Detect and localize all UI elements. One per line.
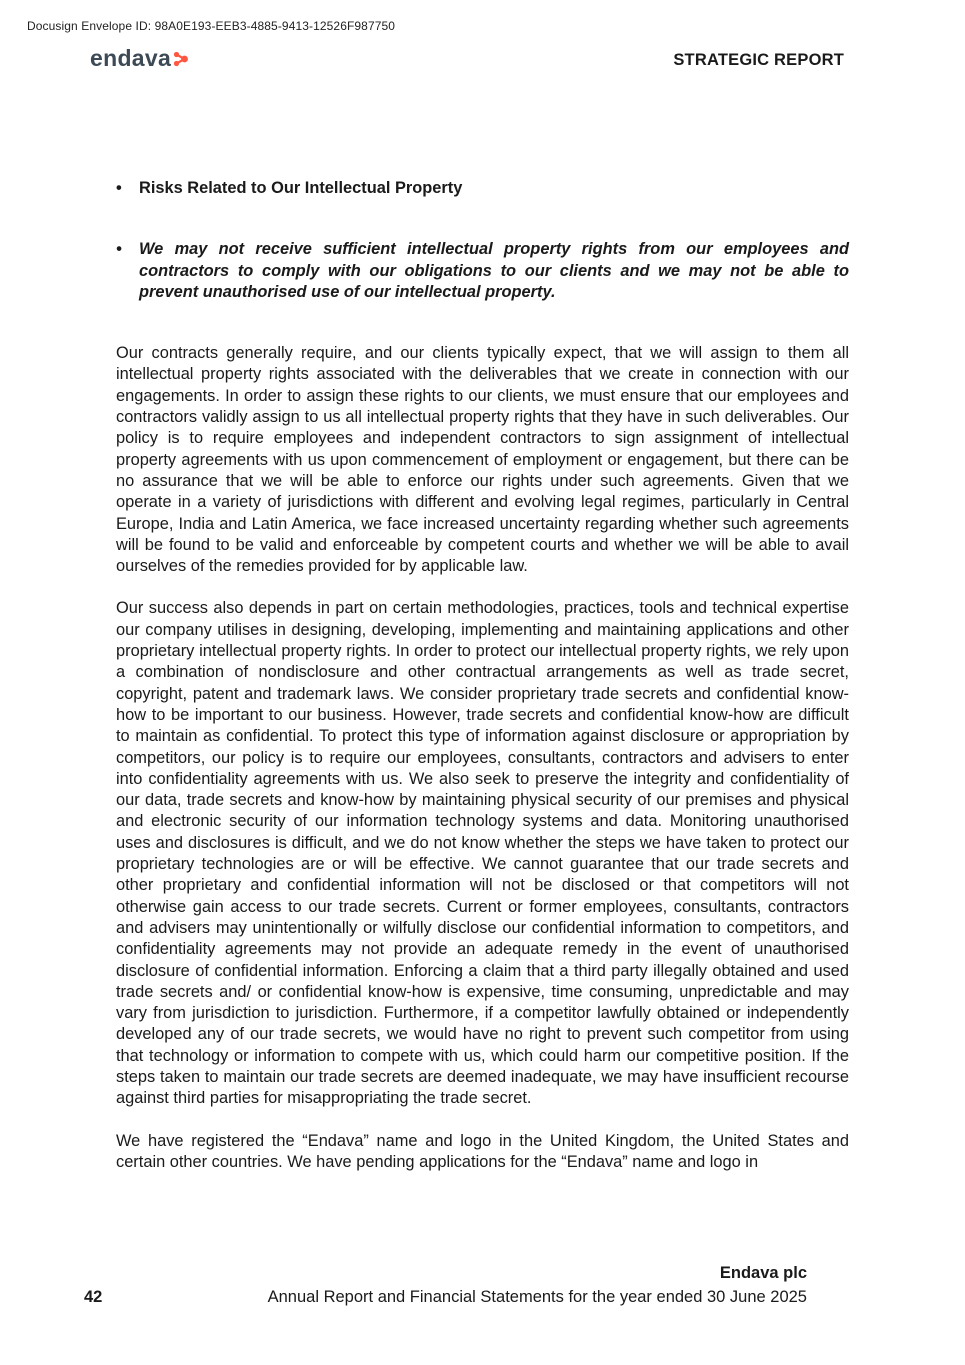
endava-logo	[90, 44, 189, 72]
paragraph: Our contracts generally require, and our clients typically expect, that we will assign to them all intellectual property rights associated with the deliverables that we create in connection with our engagements. In order to assign these rights to our clients, we must ensure that our employees and contractors validly assign to us all intellectual property rights that they have in such deliverables. Our policy is to require employees and independent contractors to sign assignment of intellectual property agreements with us upon commencement of employment or engagement, but there can be no assurance that we will be able to enforce our rights under such agreements. Given that we operate in a variety of jurisdictions with different and evolving legal regimes, particularly in Central Europe, India and Latin America, we face increased uncertainty regarding whether such agreements will be found to be valid and enforceable by competent courts and whether we will be able to avail ourselves of the remedies provided for by applicable law.	[116, 344, 849, 576]
section-title: STRATEGIC REPORT	[673, 51, 844, 69]
bullet-icon: •	[116, 240, 122, 259]
risk-category-heading	[116, 178, 849, 199]
logo-mark-icon	[173, 51, 189, 67]
paragraph: Our success also depends in part on certain methodologies, practices, tools and technical expertise our company utilises in designing, developing, implementing and maintaining applications and other proprietary intellectual property rights. In order to protect our intellectual property rights, we rely upon a combination of nondisclosure and other contractual arrangements as well as trade secret, copyright, patent and trademark laws. We consider proprietary trade secrets and confidential know-how to be important to our business. However, trade secrets and confidential know-how are difficult to maintain as confidential. To protect this type of information against disclosure or appropriation by competitors, our policy is to require our employees, consultants, contractors and advisers to enter into confidentiality agreements with us. We also seek to preserve the integrity and confidentiality of our data, trade secrets and know-how by maintaining physical security of our premises and physical and electronic security of our information technology systems and data. Monitoring unauthorised uses and disclosures is difficult, and we do not know whether the steps we have taken to protect our proprietary technologies are or will be effective. We cannot guarantee that our trade secrets and other proprietary and confidential information will not be disclosed or that competitors will not otherwise gain access to our trade secrets. Current or former employees, consultants, contractors and advisers may unintentionally or wilfully disclose our confidential information to competitors, and confidentiality agreements may not provide an adequate remedy in the event of unauthorised disclosure of confidential information. Enforcing a claim that a third party illegally obtained and used trade secrets and/ or confidential know-how is expensive, time consuming, unpredictable and may vary from jurisdiction to jurisdiction. Furthermore, if a competitor lawfully obtained or independently developed any of our trade secrets, we would have no right to prevent such competitor from using that technology or information to compete with us, which could harm our competitive position. If the steps taken to maintain our trade secrets are deemed inadequate, we may have insufficient recourse against third parties for misappropriating the trade secret.	[116, 599, 849, 1108]
bullet-icon: •	[116, 179, 122, 197]
footer-company: Endava plc	[719, 1264, 807, 1282]
page-content	[116, 178, 849, 1194]
page-number: 42	[84, 1288, 103, 1306]
footer-report-title: Annual Report and Financial Statements for the year ended 30 June 2025	[267, 1288, 807, 1306]
risk-title	[116, 239, 849, 303]
risk-title-text: We may not receive sufficient intellectual property rights from our employees and contractors to comply with our obligations to our clients and we may not be able to prevent unauthorised use of our intellectual property.	[139, 240, 849, 301]
heading-text: Risks Related to Our Intellectual Property	[139, 179, 463, 197]
paragraph: We have registered the “Endava” name and logo in the United Kingdom, the United States and certain other countries. We have pending applications for the “Endava” name and logo in	[116, 1131, 849, 1171]
logo-text: endava	[90, 44, 172, 71]
envelope-id: Docusign Envelope ID: 98A0E193-EEB3-4885-9413-12526F987750	[27, 19, 396, 33]
